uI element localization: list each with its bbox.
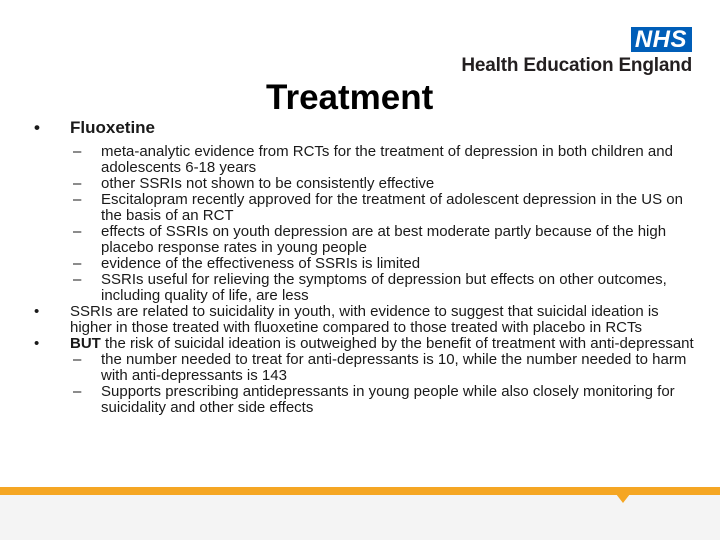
dash-marker: –	[73, 143, 82, 160]
bullet-emphasis: BUT	[70, 335, 101, 352]
sub-item	[0, 272, 700, 304]
nhs-logo-mark: NHS	[631, 27, 692, 52]
sub-item-text: other SSRIs not shown to be consistently effective	[101, 175, 435, 192]
sub-item	[0, 176, 700, 192]
footer-accent-bar	[0, 487, 720, 495]
bullet-marker: •	[34, 335, 40, 352]
dash-marker: –	[73, 191, 82, 208]
dash-marker: –	[73, 351, 82, 368]
sub-item	[0, 384, 700, 416]
dash-marker: –	[73, 175, 82, 192]
bullet-fluoxetine	[0, 118, 700, 138]
footer-background	[0, 495, 720, 540]
sub-item	[0, 192, 700, 224]
bullet-text: the risk of suicidal ideation is outweighed by the benefit of treatment with anti-depressant	[100, 335, 694, 352]
sub-item-text: SSRIs useful for relieving the symptoms of depression but effects on other outcomes, including quality of life, are less	[101, 271, 667, 304]
dash-marker: –	[73, 271, 82, 288]
sub-item	[0, 144, 700, 176]
sub-item-text: effects of SSRIs on youth depression are at best moderate partly because of the high placebo response rates in young people	[101, 223, 667, 256]
slide-title: Treatment	[266, 78, 434, 117]
footer-notch-icon	[616, 494, 630, 503]
sub-item-text: Supports prescribing antidepressants in young people while also closely monitoring for suicidality and other side effects	[101, 383, 675, 416]
bullet-but	[0, 336, 700, 352]
sub-item	[0, 224, 700, 256]
dash-marker: –	[73, 223, 82, 240]
dash-marker: –	[73, 255, 82, 272]
sub-item	[0, 256, 700, 272]
bullet-text: SSRIs are related to suicidality in youth, with evidence to suggest that suicidal ideation is higher in those treated with fluoxetine compared to those treated with placebo in RCTs	[70, 303, 659, 336]
slide-content	[0, 118, 700, 416]
sub-item-text: the number needed to treat for anti-depressants is 10, while the number needed to harm with anti-depressants is 143	[101, 351, 687, 384]
sub-item-text: meta-analytic evidence from RCTs for the treatment of depression in both children and adolescents 6-18 years	[101, 143, 673, 176]
dash-marker: –	[73, 383, 82, 400]
bullet-text: Fluoxetine	[70, 118, 156, 137]
sub-item-text: evidence of the effectiveness of SSRIs is limited	[101, 255, 421, 272]
bullet-marker: •	[34, 303, 40, 320]
nhs-hee-logo	[461, 27, 692, 77]
organization-name: Health Education England	[461, 55, 692, 76]
bullet-suicidality	[0, 304, 700, 336]
sub-item-text: Escitalopram recently approved for the treatment of adolescent depression in the US on the basis of an RCT	[101, 191, 683, 224]
bullet-marker: •	[34, 118, 40, 137]
sub-item	[0, 352, 700, 384]
